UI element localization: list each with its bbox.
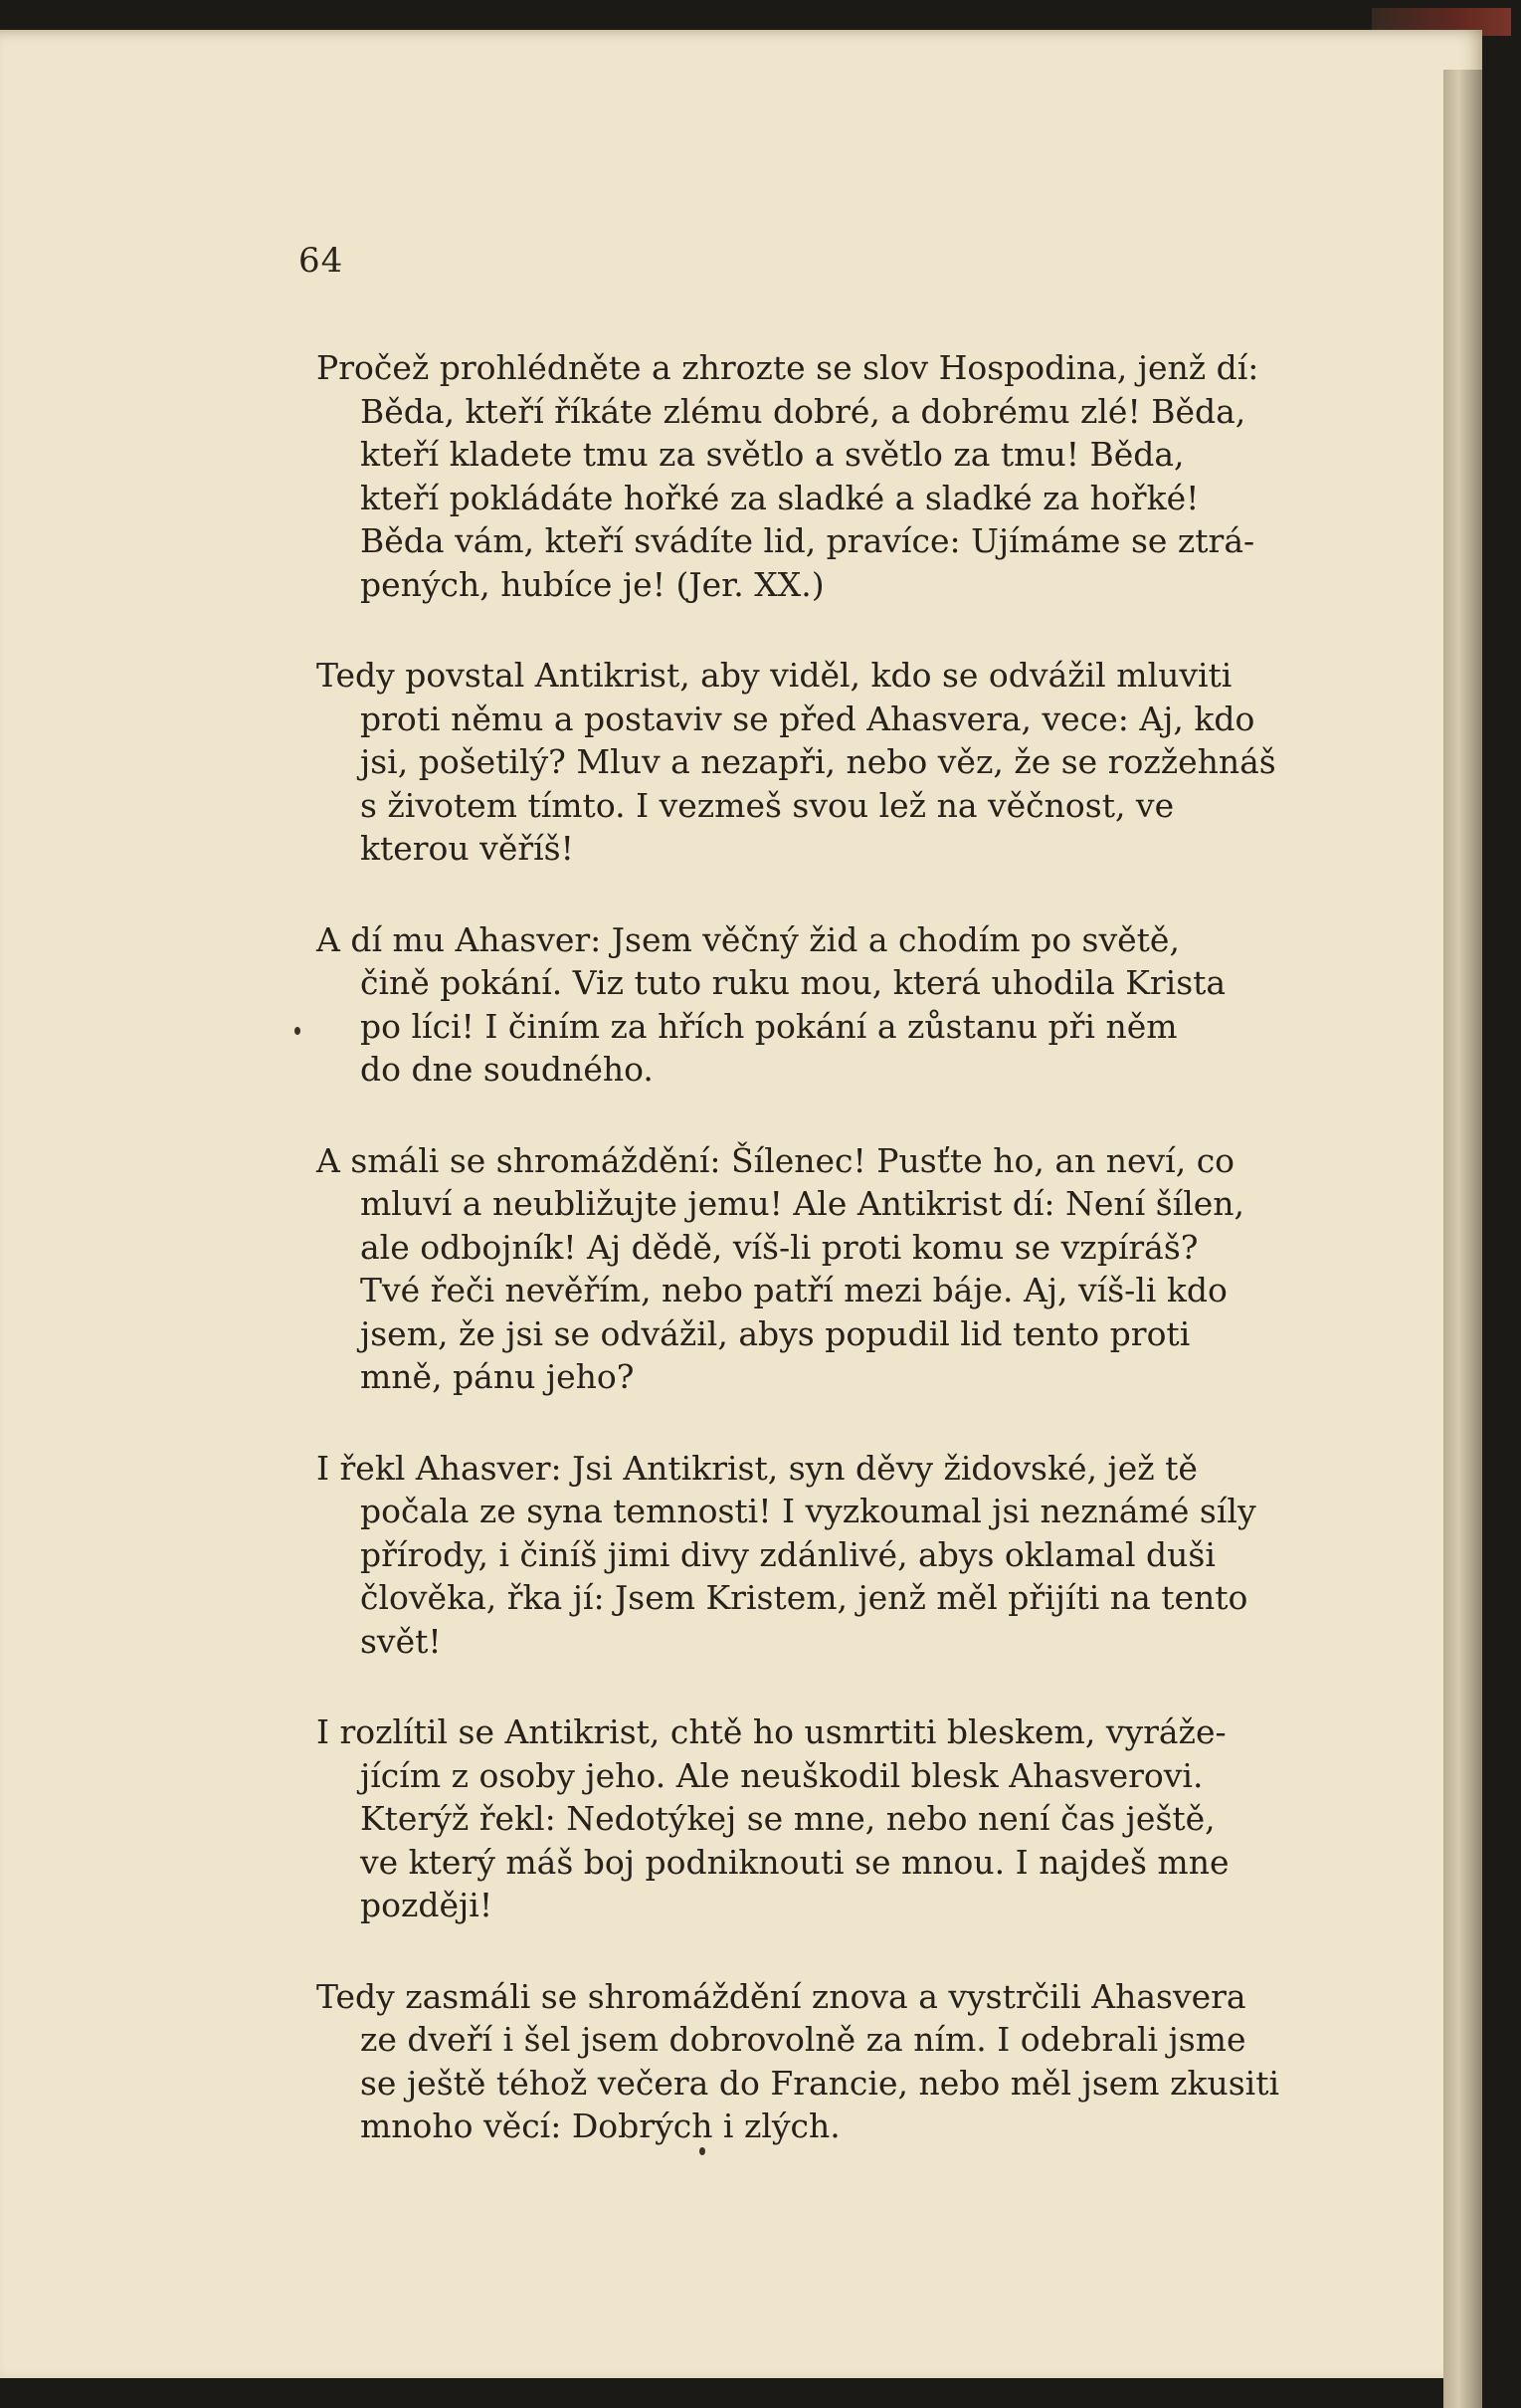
text-line: A smáli se shromáždění: Šílenec! Pusťte ho, an neví, co [316, 1140, 1236, 1180]
text-line: jsi, pošetilý? Mluv a nezapři, nebo věz, že se rozžehnáš [360, 742, 1276, 781]
text-line: Běda, kteří říkáte zlému dobré, a dobrému zlé! Běda, [360, 391, 1246, 431]
text-line: člověka, řka jí: Jsem Kristem, jenž měl přijíti na tento [360, 1578, 1248, 1617]
text-line: I rozlítil se Antikrist, chtě ho usmrtiti bleskem, vyráže- [316, 1712, 1227, 1751]
paper-speck [294, 1027, 300, 1035]
text-line: Tvé řeči nevěřím, nebo patří mezi báje. Aj, víš-li kdo [360, 1271, 1228, 1309]
paragraph-5 [316, 1447, 1353, 1664]
text-line: pených, hubíce je! (Jer. XX.) [360, 564, 825, 604]
text-line: počala ze syna temnosti! I vyzkoumal jsi neznámé síly [360, 1492, 1256, 1530]
text-line: mně, pánu jeho? [360, 1357, 635, 1396]
text-line: Běda vám, kteří svádíte lid, pravíce: Ujímáme se ztrá- [360, 521, 1255, 560]
text-line: jícím z osoby jeho. Ale neuškodil blesk Ahasverovi. [360, 1755, 1204, 1795]
page-edge [1443, 70, 1482, 2408]
text-line: mluví a neubližujte jemu! Ale Antikrist dí: Není šílen, [360, 1184, 1245, 1223]
book-page [0, 30, 1482, 2378]
text-line: Pročež prohlédněte a zhrozte se slov Hospodina, jenž dí: [316, 348, 1259, 387]
text-line: kteří kladete tmu za světlo a světlo za tmu! Běda, [360, 435, 1185, 474]
paragraph-7 [316, 1975, 1353, 2148]
text-line: I řekl Ahasver: Jsi Antikrist, syn děvy židovské, jež tě [316, 1448, 1198, 1488]
paragraph-6 [316, 1710, 1353, 1927]
page-number: 64 [298, 241, 344, 281]
text-line: se ještě téhož večera do Francie, nebo měl jsem zkusiti [360, 2063, 1280, 2103]
text-line: Kterýž řekl: Nedotýkej se mne, nebo není čas ještě, [360, 1799, 1216, 1838]
text-line: svět! [360, 1621, 442, 1661]
text-line: ze dveří i šel jsem dobrovolně za ním. I odebrali jsme [360, 2020, 1246, 2059]
text-line: Tedy zasmáli se shromáždění znova a vystrčili Ahasvera [316, 1976, 1246, 2016]
text-line: později! [360, 1886, 493, 1924]
text-line: přírody, i činíš jimi divy zdánlivé, abys oklamal duši [360, 1534, 1216, 1574]
text-line: proti němu a postaviv se před Ahasvera, vece: Aj, kdo [360, 699, 1255, 738]
text-line: Tedy povstal Antikrist, aby viděl, kdo se odvážil mluviti [316, 656, 1233, 695]
text-line: po líci! I činím za hřích pokání a zůstanu při něm [360, 1006, 1178, 1046]
paragraph-3 [316, 918, 1353, 1092]
text-line: s životem tímto. I vezmeš svou lež na věčnost, ve [360, 785, 1175, 825]
text-line: A dí mu Ahasver: Jsem věčný žid a chodím po světě, [316, 919, 1180, 959]
text-line: ale odbojník! Aj dědě, víš-li proti komu se vzpíráš? [360, 1227, 1199, 1267]
paragraph-1 [316, 346, 1353, 606]
paragraph-2 [316, 654, 1353, 871]
text-line: do dne soudného. [360, 1050, 654, 1089]
paragraph-4 [316, 1139, 1353, 1399]
text-line: kteří pokládáte hořké za sladké a sladké za hořké! [360, 478, 1200, 517]
text-line: kterou věříš! [360, 829, 574, 868]
paper-speck [699, 2147, 705, 2155]
text-block [316, 346, 1353, 2196]
text-line: čině pokání. Viz tuto ruku mou, která uhodila Krista [360, 963, 1227, 1002]
text-line: jsem, že jsi se odvážil, abys popudil lid tento proti [360, 1313, 1191, 1353]
text-line: mnoho věcí: Dobrých i zlých. [360, 2107, 841, 2145]
text-line: ve který máš boj podniknouti se mnou. I najdeš mne [360, 1842, 1230, 1882]
